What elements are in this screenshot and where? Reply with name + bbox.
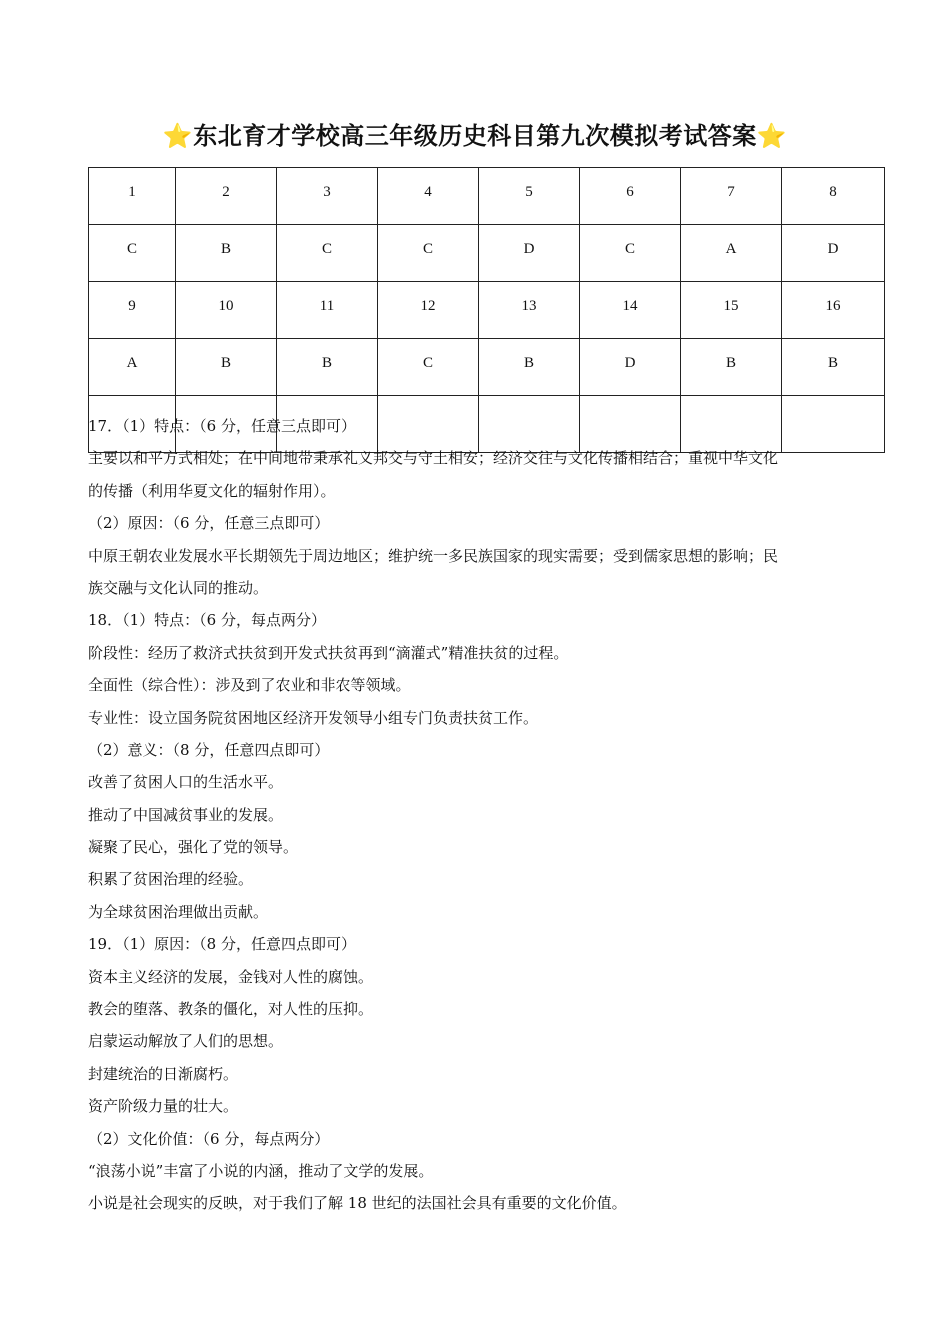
table-cell: B: [176, 225, 277, 282]
table-cell: 7: [681, 168, 782, 225]
table-cell: D: [580, 339, 681, 396]
table-cell: B: [782, 339, 885, 396]
table-cell: C: [378, 339, 479, 396]
table-cell: A: [89, 339, 176, 396]
table-cell: 2: [176, 168, 277, 225]
text-line: 全面性（综合性）：涉及到了农业和非农等领域。: [88, 676, 411, 695]
text-line: （2）意义：（8 分，任意四点即可）: [88, 740, 330, 759]
text-line: “浪荡小说”丰富了小说的内涵，推动了文学的发展。: [88, 1161, 434, 1180]
text-line: 教会的堕落、教条的僵化，对人性的压抑。: [88, 1000, 374, 1019]
table-cell: C: [277, 225, 378, 282]
answer-explanations: [88, 410, 878, 1220]
table-cell: B: [277, 339, 378, 396]
text-line: 资本主义经济的发展，金钱对人性的腐蚀。: [88, 967, 374, 986]
table-cell: D: [782, 225, 885, 282]
text-line: 改善了贫困人口的生活水平。: [88, 773, 284, 792]
table-cell: 8: [782, 168, 885, 225]
table-cell: 13: [479, 282, 580, 339]
table-cell: 9: [89, 282, 176, 339]
text-line: 17．（1）特点：（6 分，任意三点即可）: [88, 417, 356, 435]
table-cell: 12: [378, 282, 479, 339]
table-cell: C: [89, 225, 176, 282]
table-cell: 4: [378, 168, 479, 225]
text-line: 的传播（利用华夏文化的辐射作用）。: [88, 481, 336, 500]
text-line: 专业性：设立国务院贫困地区经济开发领导小组专门负责扶贫工作。: [88, 708, 539, 727]
text-line: 凝聚了民心，强化了党的领导。: [88, 838, 299, 857]
table-cell: 16: [782, 282, 885, 339]
table-cell: C: [580, 225, 681, 282]
table-row: [89, 168, 885, 225]
text-line: 推动了中国减贫事业的发展。: [88, 805, 284, 824]
table-cell: 3: [277, 168, 378, 225]
table-cell: 5: [479, 168, 580, 225]
text-line: 主要以和平方式相处；在中间地带秉承礼义邦交与守土相安；经济交往与文化传播相结合；重视中华文化: [88, 449, 779, 468]
text-line: 19．（1）原因：（8 分，任意四点即可）: [88, 935, 356, 954]
table-row: [89, 225, 885, 282]
text-line: 中原王朝农业发展水平长期领先于周边地区；维护统一多民族国家的现实需要；受到儒家思想的影响；民: [88, 546, 779, 565]
table-cell: 15: [681, 282, 782, 339]
text-line: 小说是社会现实的反映，对于我们了解 18 世纪的法国社会具有重要的文化价值。: [88, 1194, 627, 1213]
text-line: 族交融与文化认同的推动。: [88, 578, 269, 597]
text-line: 积累了贫困治理的经验。: [88, 870, 254, 889]
text-line: 启蒙运动解放了人们的思想。: [88, 1032, 284, 1051]
table-cell: C: [378, 225, 479, 282]
table-cell: 6: [580, 168, 681, 225]
table-cell: B: [479, 339, 580, 396]
table-row: [89, 339, 885, 396]
text-line: 封建统治的日渐腐朽。: [88, 1064, 239, 1083]
text-line: 18．（1）特点：（6 分，每点两分）: [88, 611, 326, 630]
table-cell: 11: [277, 282, 378, 339]
text-line: 阶段性：经历了救济式扶贫到开发式扶贫再到“滴灌式”精准扶贫的过程。: [88, 643, 569, 662]
table-cell: 1: [89, 168, 176, 225]
table-cell: 10: [176, 282, 277, 339]
table-cell: B: [681, 339, 782, 396]
text-line: 资产阶级力量的壮大。: [88, 1097, 239, 1116]
table-row: [89, 282, 885, 339]
text-line: （2）原因：（6 分，任意三点即可）: [88, 514, 330, 533]
table-cell: B: [176, 339, 277, 396]
table-cell: D: [479, 225, 580, 282]
table-cell: A: [681, 225, 782, 282]
text-line: 为全球贫困治理做出贡献。: [88, 902, 269, 921]
table-cell: 14: [580, 282, 681, 339]
text-line: （2）文化价值：（6 分，每点两分）: [88, 1129, 330, 1148]
document-title: ⭐东北育才学校高三年级历史科目第九次模拟考试答案⭐: [162, 122, 788, 150]
